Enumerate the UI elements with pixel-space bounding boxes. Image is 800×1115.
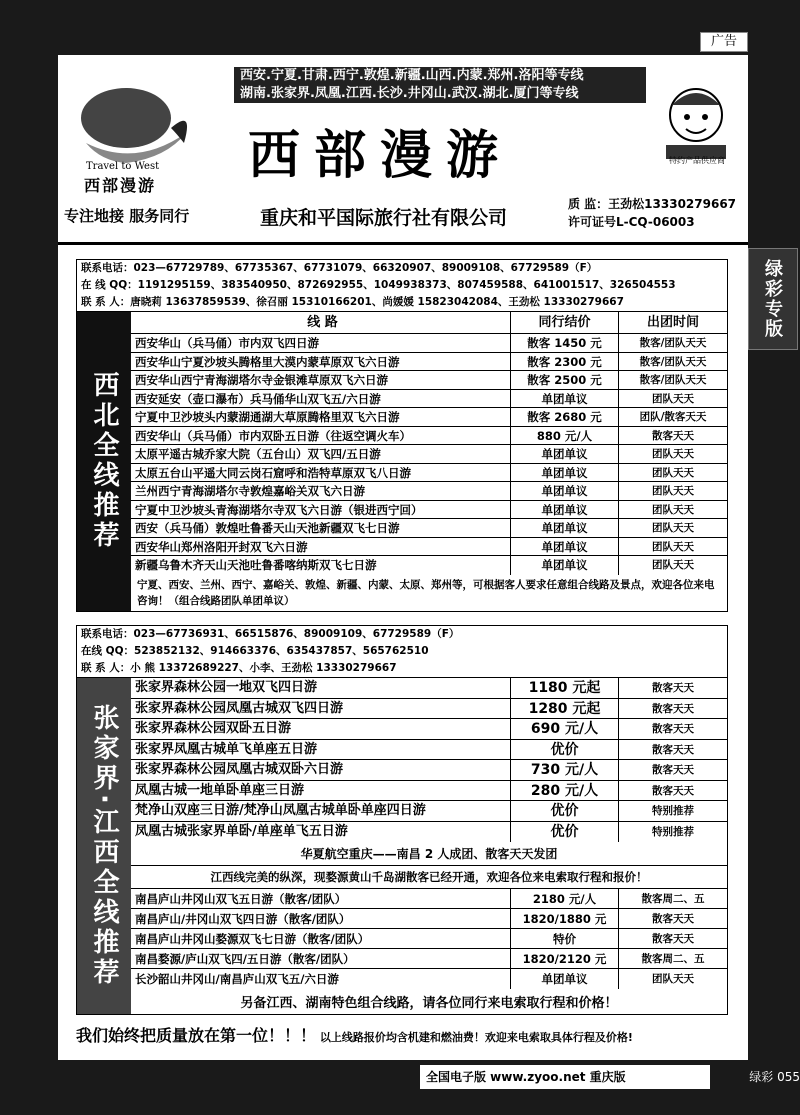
price-cell: 单团单议 [511, 390, 619, 408]
route-cell: 南昌婺源/庐山双飞四/五日游（散客/团队） [131, 949, 511, 968]
mascot-icon [658, 75, 734, 165]
route-cell: 西安（兵马俑）敦煌吐鲁番天山天池新疆双飞七日游 [131, 519, 511, 537]
table-row [131, 538, 727, 557]
col-price: 同行结价 [511, 312, 619, 333]
time-cell: 散客周二、五 [641, 893, 705, 905]
price-cell: 单团单议 [511, 445, 619, 463]
table-row [131, 501, 727, 520]
central-section [76, 625, 728, 1015]
table-row [131, 781, 727, 802]
route-cell: 西安华山（兵马俑）市内双飞四日游 [131, 334, 511, 352]
table-row [131, 353, 727, 372]
route-cell: 南昌庐山井冈山双飞五日游（散客/团队） [131, 889, 511, 908]
time-cell: 散客天天 [652, 702, 694, 715]
table-row [131, 678, 727, 699]
table-row [131, 740, 727, 761]
table-row [131, 556, 727, 575]
table-row [131, 482, 727, 501]
brand-title: 西部漫游 [248, 125, 513, 186]
tail-note: 另备江西、湖南特色组合线路，请各位同行来电索取行程和价格！ [240, 996, 618, 1011]
edition-bar [420, 1065, 800, 1089]
time-cell: 团队天天 [652, 392, 694, 405]
route-cell: 宁夏中卫沙坡头内蒙湖通湖大草原腾格里双飞六日游 [131, 408, 511, 426]
table-row [131, 427, 727, 446]
price-note: 以上线路报价均含机建和燃油费！欢迎来电索取具体行程及价格! [319, 1031, 633, 1044]
price-cell: 1180 元起 [511, 678, 619, 698]
price-cell: 散客 2300 元 [511, 353, 619, 371]
central-table [131, 678, 727, 1014]
price-cell: 730 元/人 [511, 760, 619, 780]
time-cell: 散客天天 [652, 933, 694, 945]
route-cell: 凤凰古城张家界单卧/单座单飞五日游 [131, 822, 511, 843]
route-cell: 太原平遥古城乔家大院（五台山）双飞四/五日游 [131, 445, 511, 463]
route-cell: 梵净山双座三日游/梵净山凤凰古城单卧单座四日游 [131, 801, 511, 821]
northwest-note: 宁夏、西安、兰州、西宁、嘉峪关、敦煌、新疆、内蒙、太原、郑州等，可根据客人要求任意组合线路及景点，欢迎各位来电咨询！（组合线路团队单团单议） [137, 578, 715, 607]
price-cell: 散客 2500 元 [511, 371, 619, 389]
contact-qq: 在 线 QQ：1191295159、383540950、872692955、1049938373、807459588、641001517、326504553 [81, 279, 676, 291]
time-cell: 散客天天 [652, 682, 694, 694]
price-cell: 单团单议 [511, 969, 619, 989]
central-label: 张家界·江西全线推荐 [77, 678, 131, 1014]
price-cell: 散客 2680 元 [511, 408, 619, 426]
time-cell: 团队天天 [652, 559, 694, 571]
slogan: 专注地接 服务同行 [64, 207, 190, 225]
route-cell: 张家界森林公园凤凰古城双卧六日游 [131, 760, 511, 780]
price-cell: 1820/2120 元 [511, 949, 619, 968]
price-cell: 单团单议 [511, 482, 619, 500]
mascot-caption: 特约产品供应商 [669, 156, 725, 165]
northwest-section [76, 259, 728, 612]
flight-note: 华夏航空重庆——南昌 2 人成团、散客天天发团 [131, 842, 727, 866]
banner-line-1: 西安.宁夏.甘肃.西宁.敦煌.新疆.山西.内蒙.郑州.洛阳等专线 [240, 68, 584, 83]
price-cell: 2180 元/人 [511, 889, 619, 908]
time-cell: 特别推荐 [652, 805, 694, 817]
route-cell: 张家界凤凰古城单飞单座五日游 [131, 740, 511, 760]
route-cell: 西安延安（壶口瀑布）兵马俑华山双飞五/六日游 [131, 390, 511, 408]
table-row [131, 969, 727, 989]
table-header [131, 312, 727, 334]
price-cell: 单团单议 [511, 464, 619, 482]
price-cell: 280 元/人 [511, 781, 619, 801]
table-row [131, 822, 727, 843]
route-cell: 太原五台山平遥大同云岗石窟呼和浩特草原双飞八日游 [131, 464, 511, 482]
route-banner [234, 67, 646, 103]
route-cell: 长沙韶山井冈山/南昌庐山双飞五/六日游 [131, 969, 511, 989]
route-cell: 南昌庐山/井冈山双飞四日游（散客/团队） [131, 909, 511, 928]
time-cell: 散客天天 [652, 764, 694, 776]
route-cell: 西安华山郑州洛阳开封双飞六日游 [131, 538, 511, 556]
price-cell: 1280 元起 [511, 699, 619, 719]
contact-phone: 联系电话：023—67736931、66515876、89009109、67729589（F） [81, 628, 460, 640]
table-row [131, 929, 727, 949]
table-row [131, 949, 727, 969]
route-cell: 西安华山西宁青海湖塔尔寺金银滩草原双飞六日游 [131, 371, 511, 389]
price-cell: 单团单议 [511, 556, 619, 575]
route-cell: 南昌庐山井冈山婺源双飞七日游（散客/团队） [131, 929, 511, 948]
time-cell: 团队天天 [652, 522, 694, 534]
northwest-label: 西北全线推荐 [77, 312, 131, 611]
table-row [131, 760, 727, 781]
price-cell: 优价 [511, 822, 619, 843]
col-time: 出团时间 [646, 315, 699, 330]
table-row [131, 371, 727, 390]
route-cell: 西安华山（兵马俑）市内双卧五日游（往返空调火车） [131, 427, 511, 445]
price-cell: 优价 [511, 740, 619, 760]
quality-license [568, 195, 736, 231]
time-cell: 散客天天 [652, 913, 694, 925]
quality-slogan: 我们始终把质量放在第一位！！！ [76, 1026, 317, 1045]
price-cell: 880 元/人 [511, 427, 619, 445]
table-row [131, 889, 727, 909]
table-row [131, 719, 727, 740]
side-tab-label: 绿彩专版 [748, 248, 798, 350]
time-cell: 团队/散客天天 [639, 411, 707, 423]
company-name: 重庆和平国际旅行社有限公司 [260, 207, 508, 229]
route-cell: 宁夏中卫沙坡头青海湖塔尔寺双飞六日游（银进西宁回） [131, 501, 511, 519]
table-row [131, 408, 727, 427]
contact-qq: 在线 QQ：523852132、914663376、635437857、565762510 [81, 645, 429, 657]
table-row [131, 445, 727, 464]
col-route: 线 路 [131, 312, 511, 333]
table-row [131, 334, 727, 353]
route-cell: 张家界森林公园一地双飞四日游 [131, 678, 511, 698]
route-cell: 西安华山宁夏沙坡头腾格里大漠内蒙草原双飞六日游 [131, 353, 511, 371]
quality-supervisor: 质 监：王劲松13330279667 [568, 197, 737, 211]
time-cell: 散客天天 [652, 429, 694, 442]
banner-line-2: 湖南.张家界.凤凰.江西.长沙.井冈山.武汉.湖北.厦门等专线 [240, 86, 579, 101]
time-cell: 散客周二、五 [641, 953, 705, 965]
contact-person: 联 系 人：唐晓莉 13637859539、徐召丽 15310166201、尚媛媛 15823042084、王劲松 13330279667 [81, 296, 624, 308]
contact-phone: 联系电话：023—67729789、67735367、67731079、66320907、89009108、67729589（F） [81, 262, 598, 274]
time-cell: 团队天天 [652, 973, 694, 985]
price-cell: 单团单议 [511, 501, 619, 519]
time-cell: 散客/团队天天 [639, 355, 707, 368]
page-number: 绿彩 055 [749, 1070, 800, 1084]
price-cell: 特价 [511, 929, 619, 948]
jiangxi-note: 江西线完美的纵深，现婺源黄山千岛湖散客已经开通，欢迎各位来电索取行程和报价！ [131, 866, 727, 889]
table-row [131, 464, 727, 483]
route-cell: 张家界森林公园双卧五日游 [131, 719, 511, 739]
time-cell: 团队天天 [652, 485, 694, 497]
time-cell: 散客天天 [652, 723, 694, 735]
time-cell: 团队天天 [652, 448, 694, 460]
price-cell: 优价 [511, 801, 619, 821]
logo-english: Travel to West [86, 161, 160, 172]
footer-line [76, 1023, 728, 1046]
contact-person: 联 系 人：小 熊 13372689227、小李、王劲松 13330279667 [81, 662, 397, 674]
central-contact [77, 626, 727, 678]
table-row [131, 519, 727, 538]
time-cell: 团队天天 [652, 466, 694, 479]
price-cell: 1820/1880 元 [511, 909, 619, 928]
logo-chinese: 西部漫游 [84, 176, 157, 195]
price-cell: 690 元/人 [511, 719, 619, 739]
route-cell: 新疆乌鲁木齐天山天池吐鲁番喀纳斯双飞七日游 [131, 556, 511, 575]
header [58, 55, 748, 245]
time-cell: 特别推荐 [652, 825, 694, 838]
time-cell: 散客天天 [652, 784, 694, 797]
time-cell: 散客天天 [652, 743, 694, 756]
table-row [131, 699, 727, 720]
time-cell: 散客/团队天天 [639, 374, 707, 386]
time-cell: 团队天天 [652, 503, 694, 516]
table-row [131, 909, 727, 929]
route-cell: 张家界森林公园凤凰古城双飞四日游 [131, 699, 511, 719]
price-cell: 单团单议 [511, 538, 619, 556]
northwest-table [131, 312, 727, 611]
price-cell: 单团单议 [511, 519, 619, 537]
time-cell: 团队天天 [652, 540, 694, 553]
ad-tag: 广告 [700, 32, 748, 52]
northwest-contact [77, 260, 727, 312]
edition-text: 全国电子版 www.zyoo.net 重庆版 [426, 1070, 626, 1084]
route-cell: 凤凰古城一地单卧单座三日游 [131, 781, 511, 801]
table-row [131, 390, 727, 409]
time-cell: 散客/团队天天 [639, 337, 707, 349]
license-number: 许可证号L-CQ-06003 [568, 215, 695, 229]
table-row [131, 801, 727, 822]
route-cell: 兰州西宁青海湖塔尔寺敦煌嘉峪关双飞六日游 [131, 482, 511, 500]
price-cell: 散客 1450 元 [511, 334, 619, 352]
ad-sheet [58, 55, 748, 1060]
